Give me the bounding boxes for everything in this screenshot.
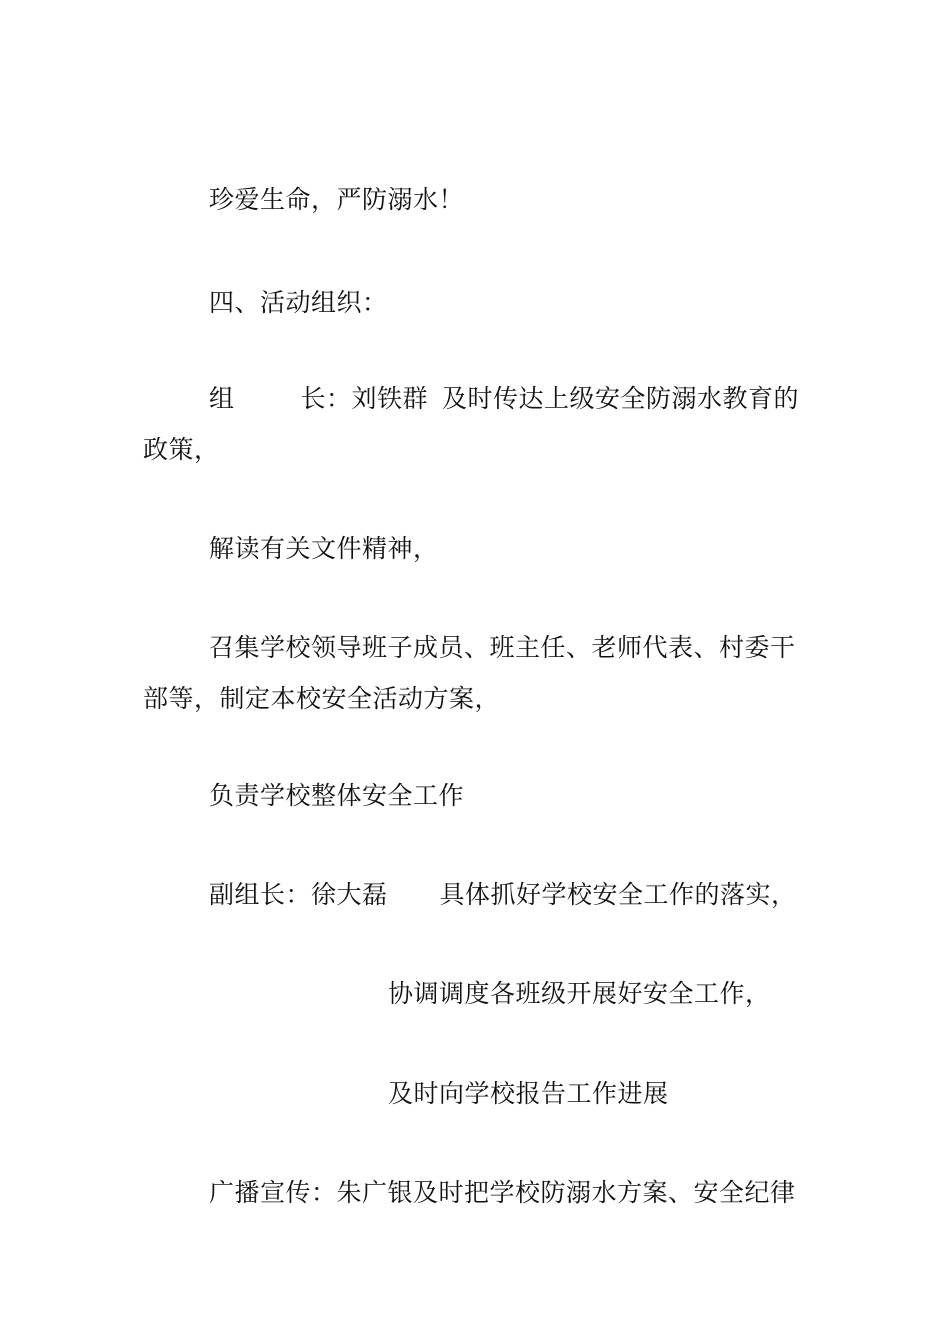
broadcast-role: 广播宣传： <box>209 1178 337 1207</box>
deputy-duty-line2-text: 协调调度各班级开展好安全工作， <box>388 979 771 1008</box>
deputy-duty-line3-text: 及时向学校报告工作进展 <box>388 1079 669 1108</box>
leader-duty-line4-text: 负责学校整体安全工作 <box>209 781 465 810</box>
leader-role-part2: 长： <box>300 384 352 413</box>
broadcast-line <box>209 1177 796 1209</box>
deputy-duty-line2 <box>388 978 771 1010</box>
deputy-leader-line <box>209 879 797 911</box>
leader-duty-line1-cont-text: 政策， <box>143 435 220 464</box>
slogan-line <box>209 184 464 216</box>
leader-duty-line1: 及时传达上级安全防溺水教育的 <box>442 384 800 413</box>
deputy-duty-line3 <box>388 1078 669 1110</box>
leader-duty-line3 <box>209 632 796 664</box>
leader-duty-line3-continued <box>143 683 500 715</box>
leader-line <box>209 383 799 415</box>
deputy-duty-line1: 具体抓好学校安全工作的落实， <box>439 880 797 909</box>
leader-duty-line2-text: 解读有关文件精神， <box>209 534 439 563</box>
broadcast-text: 朱广银及时把学校防溺水方案、安全纪律 <box>336 1178 796 1207</box>
leader-name: 刘铁群 <box>351 384 429 413</box>
section-heading-text: 四、活动组织： <box>209 288 388 317</box>
leader-duty-line2 <box>209 533 439 565</box>
leader-duty-line3-cont-text: 部等，制定本校安全活动方案， <box>143 684 501 713</box>
leader-duty-line4 <box>209 780 464 812</box>
leader-duty-line3-text: 召集学校领导班子成员、班主任、老师代表、村委干 <box>209 633 796 662</box>
leader-role-part1: 组 <box>209 384 235 413</box>
deputy-name: 徐大磊 <box>311 880 388 909</box>
slogan-text: 珍爱生命，严防溺水！ <box>209 185 465 214</box>
leader-duty-line1-continued <box>143 434 220 466</box>
section-heading <box>209 287 388 319</box>
deputy-role: 副组长： <box>209 880 312 909</box>
